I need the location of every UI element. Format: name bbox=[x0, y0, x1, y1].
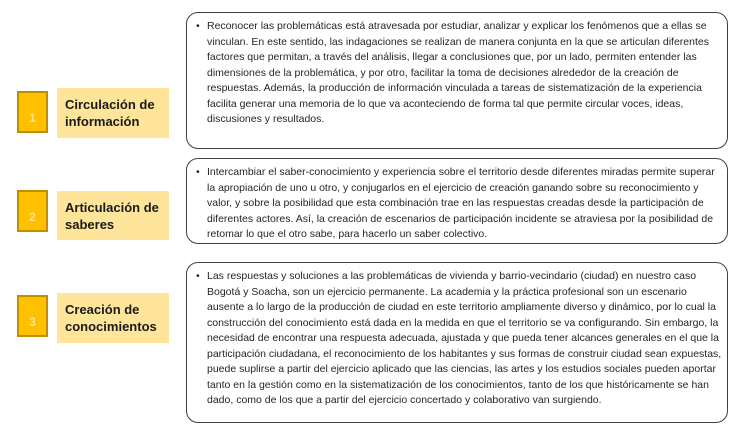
step-label-text-2: Articulación de saberes bbox=[65, 200, 159, 232]
step-label-text-1: Circulación de información bbox=[65, 97, 155, 129]
step-description-box-1 bbox=[186, 12, 728, 149]
bullet-icon: • bbox=[196, 166, 200, 178]
step-number-badge-3 bbox=[17, 295, 48, 337]
step-description-text-2: Intercambiar el saber-conocimiento y experiencia sobre el territorio desde diferentes miradas permite superar la apropiación de uno u otro, y conjugarlos en el ejercicio de creación ganando sobre su reconocimiento y valor, y sobre la posibilidad que esta combinación trae en las respuestas creadas desde la participación de diferentes actores. Así, la creación de escenarios de participación incidente se atraviesa por la posibilidad de retomar lo que el otro sabe, para hacerlo un saber colectivo. bbox=[207, 166, 715, 240]
step-description-box-2 bbox=[186, 158, 728, 244]
step-number-2: 2 bbox=[29, 210, 36, 224]
step-description-content-1 bbox=[187, 13, 727, 132]
step-label-1 bbox=[57, 88, 169, 138]
step-label-3 bbox=[57, 293, 169, 343]
step-number-1: 1 bbox=[29, 111, 36, 125]
step-description-content-3 bbox=[187, 263, 727, 413]
step-number-badge-2 bbox=[17, 190, 48, 232]
step-number-badge-1 bbox=[17, 91, 48, 133]
step-number-3: 3 bbox=[29, 315, 36, 329]
bullet-icon: • bbox=[196, 20, 200, 32]
step-description-box-3 bbox=[186, 262, 728, 423]
step-description-text-3: Las respuestas y soluciones a las problemáticas de vivienda y barrio-vecindario (ciudad) en nuestro caso Bogotá y Soacha, son un ejercicio permanente. La academia y la práctica profesional son un escenario ausente a lo largo de la producción de ciudad en este territorio ampliamente diverso y dinámico, por lo cual la construcción del conocimiento está dada en la medida en que el territorio se va configurando. Sin embargo, la necesidad de encontrar una respuesta adecuada, ajustada y que pueda tener alcances generales en el que la participación ciudadana, el reconocimiento de los habitantes y sus formas de construir ciudad sean expuestas, puede suplirse a partir del ejercicio aplicado que las ciencias, las artes y los estudios sociales pueden aportar tanto en la gestión como en la sistematización de los conocimientos, tanto de los que históricamente se han dado, como de los que a partir del ejercicio concertado y colaborativo van surgiendo. bbox=[207, 270, 722, 406]
bullet-icon: • bbox=[196, 270, 200, 282]
step-label-text-3: Creación de conocimientos bbox=[65, 302, 157, 334]
step-label-2 bbox=[57, 191, 169, 240]
step-description-text-1: Reconocer las problemáticas está atravesada por estudiar, analizar y explicar los fenómenos que a ellas se vinculan. En este sentido, las indagaciones se realizan de manera conjunta en la que se articulan diferentes factores que permitan, a través del análisis, llegar a conclusiones que, por un lado, permiten entender las dimensiones de la problemática, y por otro, facilitar la toma de decisiones alrededor de la creación de respuestas. Además, la producción de información vinculada a tareas de sistematización de la experiencia facilita generar una memoria de lo que va aconteciendo de forma tal que permite circular voces, ideas, discusiones y resultados. bbox=[207, 20, 709, 125]
step-description-content-2 bbox=[187, 159, 727, 247]
